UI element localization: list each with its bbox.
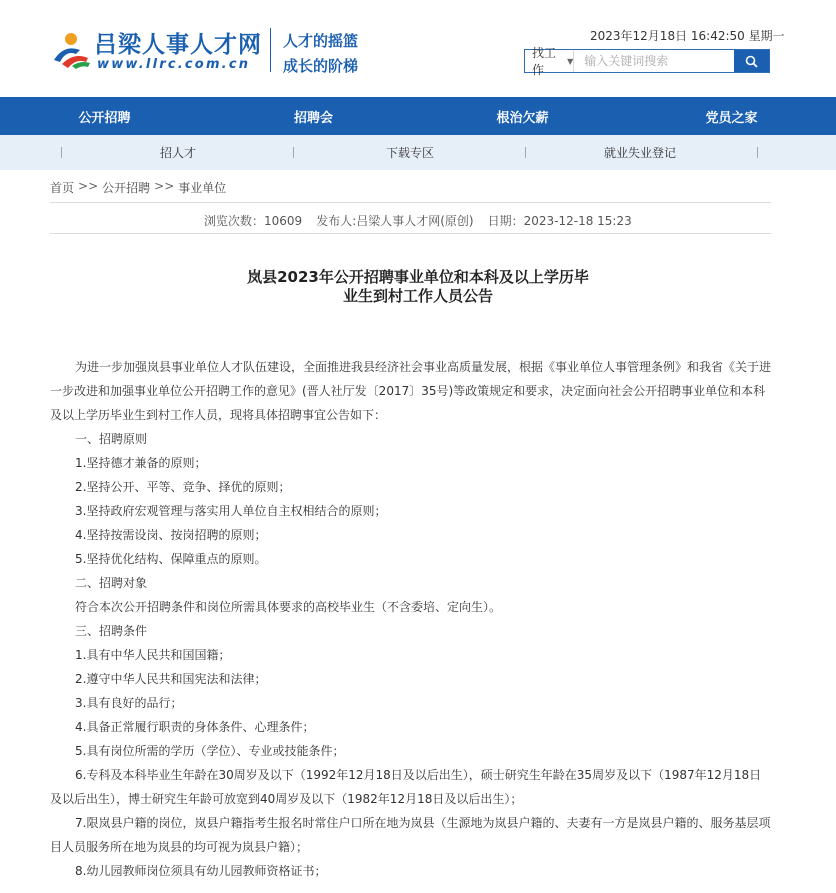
article-paragraph: 4.坚持按需设岗、按岗招聘的原则； [75,528,267,542]
article-paragraph: 一、招聘原则 [75,432,148,446]
site-url: www.llrc.com.cn [97,57,251,72]
sub-nav [0,135,836,170]
site-name[interactable]: 吕梁人事人才网 [94,32,262,58]
divider [50,202,771,203]
article-paragraph: 8.幼儿园教师岗位须具有幼儿园教师资格证书； [75,864,327,878]
nav-item-public-recruitment[interactable]: 公开招聘 [78,110,131,126]
breadcrumb-public-recruitment[interactable]: 公开招聘 [102,181,151,195]
article-paragraph: 5.坚持优化结构、保障重点的原则。 [75,552,267,566]
nav-item-job-fair[interactable]: 招聘会 [293,110,333,126]
subnav-item-employment-registration[interactable]: 就业失业登记 [604,146,677,160]
slogan-line1: 人才的摇篮 [283,32,359,50]
main-nav [0,97,836,135]
article-body [50,355,772,883]
breadcrumb-separator: >> [154,179,175,193]
article-meta [204,212,632,229]
article-paragraph: 7.限岚县户籍的岗位，岚县户籍指考生报名时常住户口所在地为岚县（生源地为岚县户籍的、夫妻有一方是岚县户籍的、服务基层项目人员服务所在地为岚县的均可视为岚县户籍）； [50,816,771,854]
subnav-divider [61,147,62,158]
publisher: 发布人:吕梁人事人才网(原创) [316,214,474,228]
breadcrumb-separator: >> [78,179,99,193]
nav-item-wage-arrears[interactable]: 根治欠薪 [496,110,549,126]
article-title-line1: 岚县2023年公开招聘事业单位和本科及以上学历毕 [247,268,589,286]
subnav-divider [525,147,526,158]
view-count: 浏览次数：10609 [204,214,303,228]
breadcrumb-public-institutions[interactable]: 事业单位 [178,181,227,195]
article-paragraph: 2.坚持公开、平等、竞争、择优的原则； [75,480,291,494]
article-paragraph: 6.专科及本科毕业生年龄在30周岁及以下（1992年12月18日及以后出生），硕士研究生年龄在35周岁及以下（1987年12月18日及以后出生），博士研究生年龄可放宽到40周岁及以下（1982年12月18日及以后出生）； [50,768,762,806]
search-button[interactable] [734,50,769,72]
article-title [170,268,666,306]
subnav-item-hire-talent[interactable]: 招人才 [160,146,197,160]
search-type-select[interactable] [525,46,574,77]
subnav-item-downloads[interactable]: 下载专区 [386,146,435,160]
slogan-line2: 成长的阶梯 [283,57,359,75]
search-input[interactable] [574,50,734,72]
logo-divider [270,28,271,72]
logo-icon[interactable] [50,30,92,70]
subnav-divider [757,147,758,158]
nav-item-party-members[interactable]: 党员之家 [705,110,758,126]
search-bar [524,46,770,77]
article-paragraph: 5.具有岗位所需的学历（学位）、专业或技能条件； [75,744,345,758]
publish-date: 日期：2023-12-18 15:23 [487,214,632,228]
article-paragraph: 三、招聘条件 [75,624,148,638]
article-paragraph: 4.具备正常履行职责的身体条件、心理条件； [75,720,315,734]
article-paragraph: 符合本次公开招聘条件和岗位所需具体要求的高校毕业生（不含委培、定向生）。 [75,600,502,614]
subnav-divider [293,147,294,158]
breadcrumb-home[interactable]: 首页 [50,181,75,195]
site-header [0,0,836,97]
article-title-line2: 业生到村工作人员公告 [342,287,493,305]
breadcrumb [50,179,226,196]
article-paragraph: 2.遵守中华人民共和国宪法和法律； [75,672,267,686]
article-paragraph: 为进一步加强岚县事业单位人才队伍建设，全面推进我县经济社会事业高质量发展，根据《事业单位人事管理条例》和我省《关于进一步改进和加强事业单位公开招聘工作的意见》(晋人社厅发〔2017〕35号)等政策规定和要求，决定面向社会公开招聘事业单位和本科及以上学历毕业生到村工作人员，现将具体招聘事宜公告如下： [50,360,772,422]
article-paragraph: 二、招聘对象 [75,576,148,590]
current-datetime: 2023年12月18日 16:42:50 星期一 [590,29,785,43]
article-paragraph: 1.具有中华人民共和国国籍； [75,648,231,662]
search-icon [745,55,758,68]
article-paragraph: 3.具有良好的品行； [75,696,183,710]
article-paragraph: 3.坚持政府宏观管理与落实用人单位自主权相结合的原则； [75,504,387,518]
chevron-down-icon: ▼ [567,56,574,66]
divider [50,233,771,234]
article-paragraph: 1.坚持德才兼备的原则； [75,456,207,470]
search-type-label: 找工作 [532,46,557,77]
